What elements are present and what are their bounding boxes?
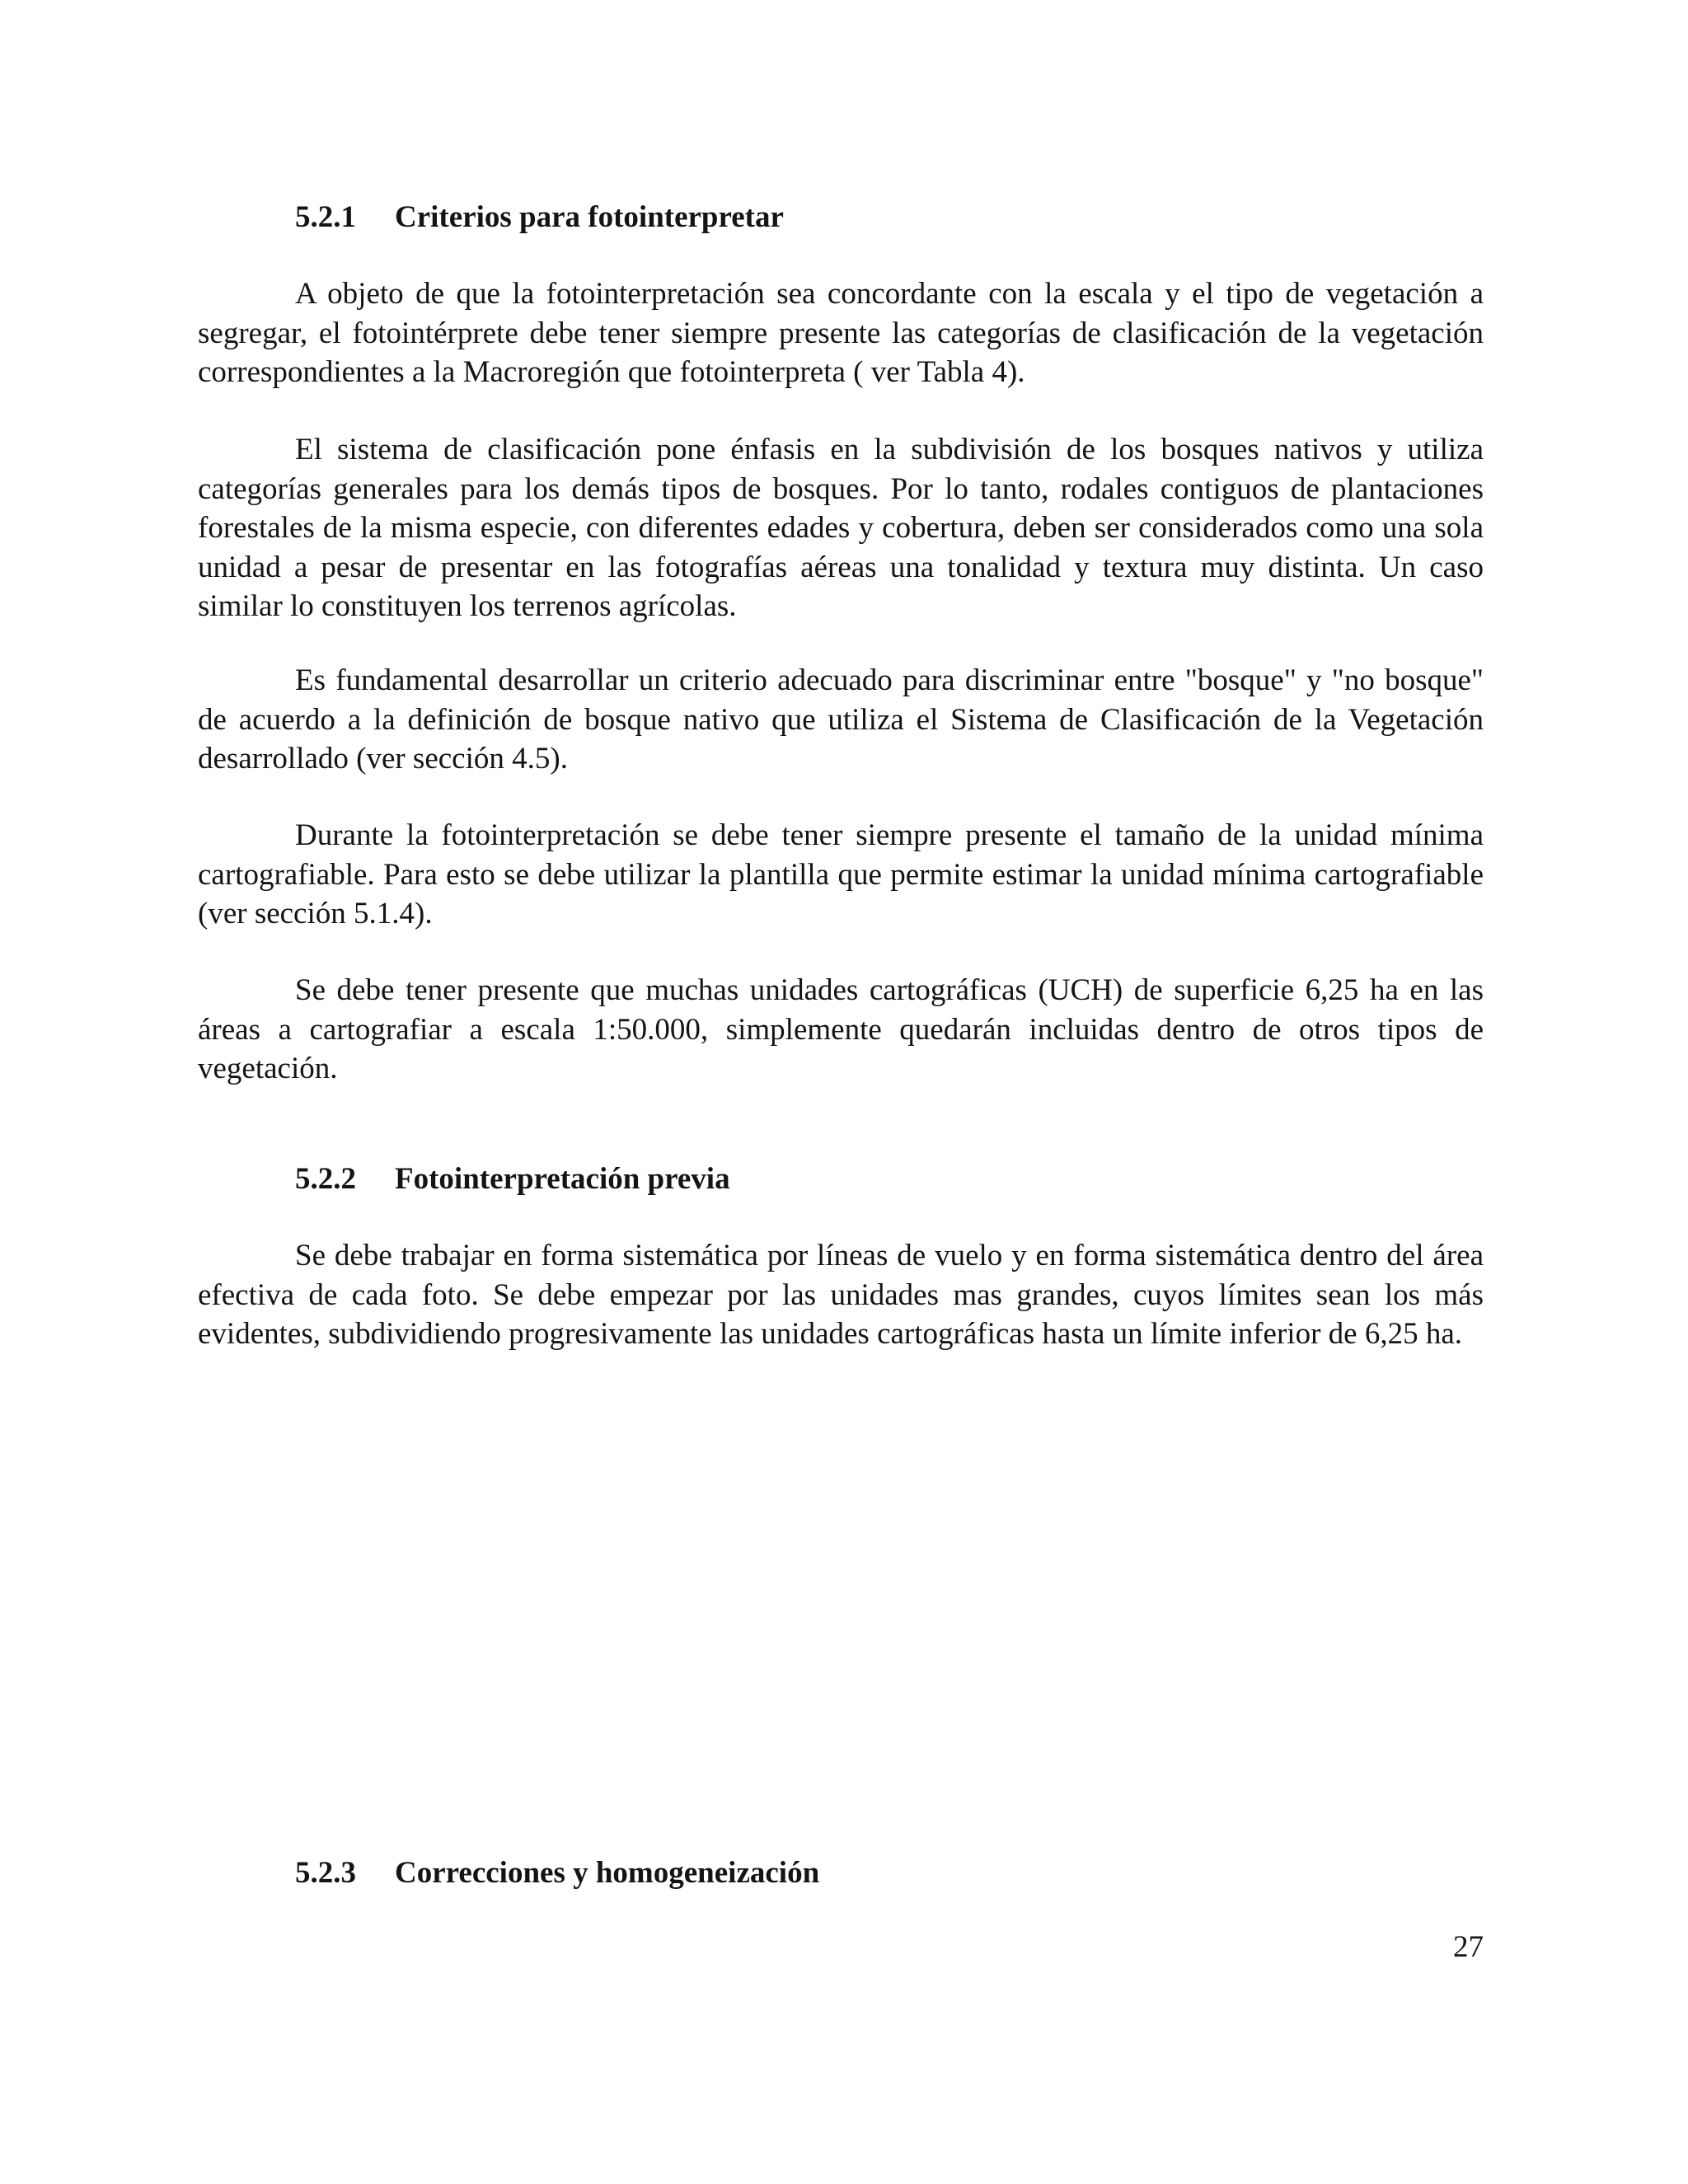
section-number: 5.2.1 — [295, 200, 356, 234]
section-number: 5.2.3 — [295, 1856, 356, 1890]
paragraph: A objeto de que la fotointerpretación sea concordante con la escala y el tipo de vegetación a segregar, el fotointérprete debe tener siempre presente las categorías de clasificación de la vegetación correspondientes a la Macroregión que fotointerpreta ( ver Tabla 4). — [198, 277, 1484, 389]
section-title: Fotointerpretación previa — [395, 1162, 730, 1196]
paragraph: Es fundamental desarrollar un criterio adecuado para discriminar entre "bosque" y "no bosque" de acuerdo a la definición de bosque nativo que utiliza el Sistema de Clasificación de la Vegetación desarrollado (ver sección 4.5). — [198, 663, 1484, 776]
paragraph: Durante la fotointerpretación se debe tener siempre presente el tamaño de la unidad mínima cartografiable. Para esto se debe utilizar la plantilla que permite estimar la unidad mínima cartografiable (ver sección 5.1.4). — [198, 818, 1484, 930]
section-title: Criterios para fotointerpretar — [395, 200, 784, 234]
section-heading-5-2-1 — [295, 199, 784, 237]
section-number: 5.2.2 — [295, 1162, 356, 1196]
section-title: Correcciones y homogeneización — [395, 1856, 820, 1890]
page-number: 27 — [1453, 1930, 1484, 1964]
paragraph: Se debe trabajar en forma sistemática por líneas de vuelo y en forma sistemática dentro del área efectiva de cada foto. Se debe empezar por las unidades mas grandes, cuyos límites sean los más evidentes, subdividiendo progresivamente las unidades cartográficas hasta un límite inferior de 6,25 ha. — [198, 1239, 1484, 1351]
section-heading-5-2-3 — [295, 1854, 819, 1892]
section-heading-5-2-2 — [295, 1160, 730, 1198]
paragraph: El sistema de clasificación pone énfasis en la subdivisión de los bosques nativos y utiliza categorías generales para los demás tipos de bosques. Por lo tanto, rodales contiguos de plantaciones forestales de la misma especie, con diferentes edades y cobertura, deben ser considerados como una sola unidad a pesar de presentar en las fotografías aéreas una tonalidad y textura muy distinta. Un caso similar lo constituyen los terrenos agrícolas. — [198, 433, 1484, 623]
paragraph: Se debe tener presente que muchas unidades cartográficas (UCH) de superficie 6,25 ha en las áreas a cartografiar a escala 1:50.000, simplemente quedarán incluidas dentro de otros tipos de vegetación. — [198, 973, 1484, 1085]
